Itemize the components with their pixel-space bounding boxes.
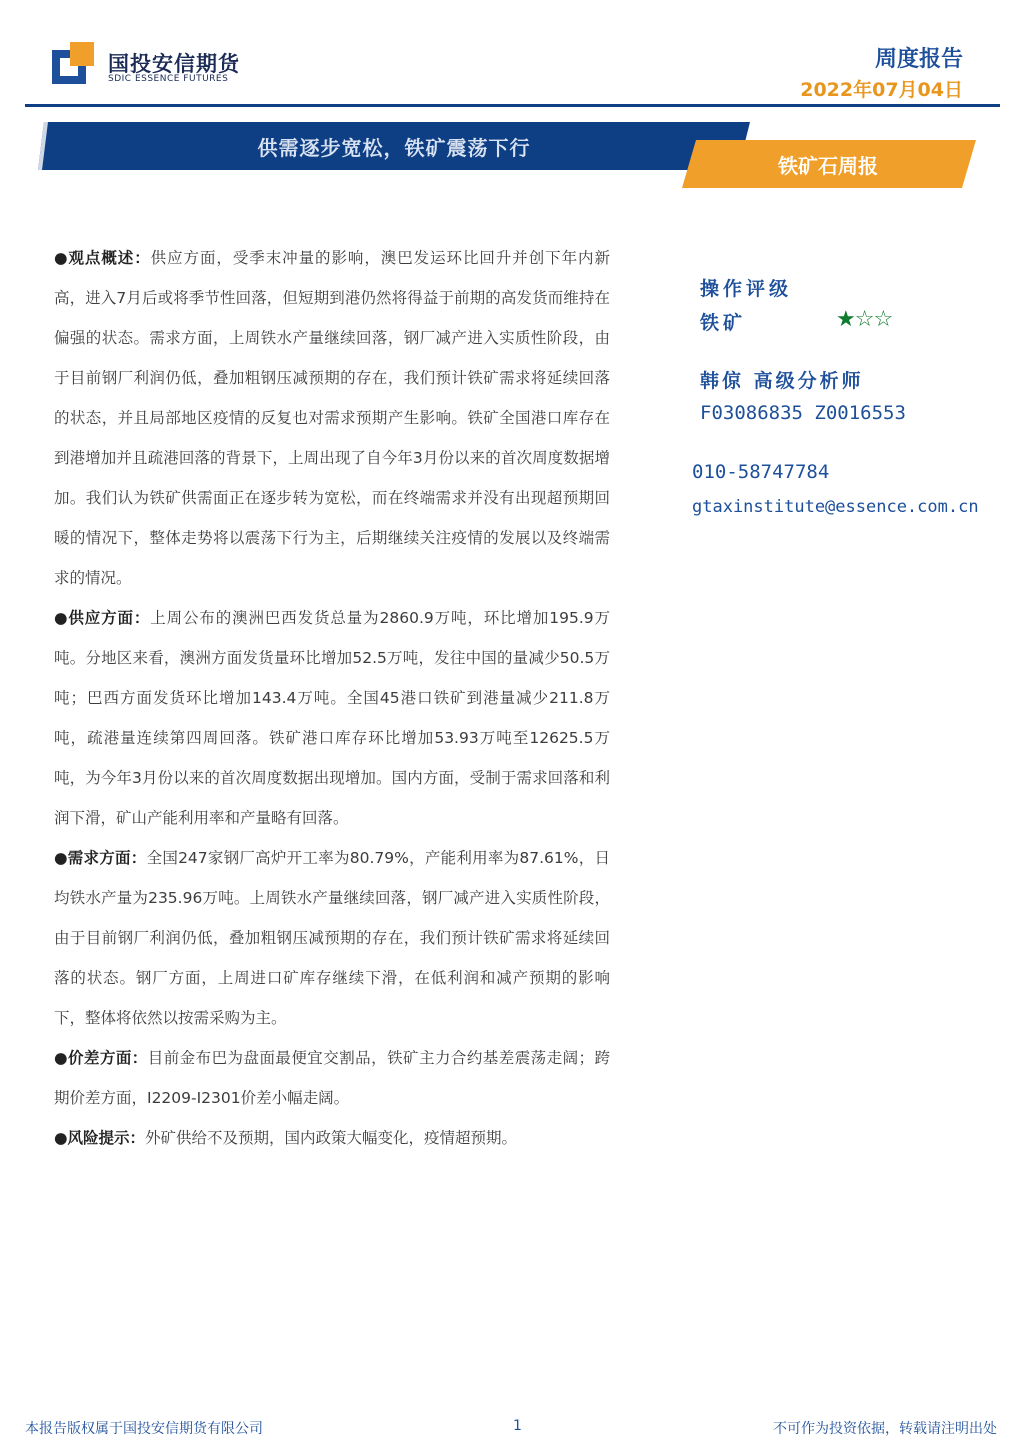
- rating-title: 操作评级: [700, 278, 793, 300]
- section-overview: [54, 238, 610, 598]
- category-tag-label: 铁矿石周报: [778, 154, 878, 178]
- section-text: 目前金布巴为盘面最便宜交割品，铁矿主力合约基差震荡走阔；跨期价差方面，I2209-I2301价差小幅走阔。: [54, 1049, 610, 1107]
- analyst-name: 韩倞 高级分析师: [700, 370, 864, 392]
- section-text: 外矿供给不及预期，国内政策大幅变化，疫情超预期。: [145, 1129, 518, 1147]
- report-type: 周度报告: [874, 47, 963, 72]
- section-text: 全国247家钢厂高炉开工率为80.79%，产能利用率为87.61%，日均铁水产量为235.96万吨。上周铁水产量继续回落，钢厂减产进入实质性阶段，由于目前钢厂利润仍低，叠加粗钢压减预期的存在，我们预计铁矿需求将延续回落的状态。钢厂方面，上周进口矿库存继续下滑，在低利润和减产预期的影响下，整体将依然以按需采购为主。: [54, 849, 610, 1027]
- section-demand: [54, 838, 610, 1038]
- footer-disclaimer: 不可作为投资依据，转载请注明出处: [773, 1421, 997, 1437]
- section-risk: [54, 1118, 610, 1158]
- analyst-license: F03086835 Z0016553: [700, 402, 906, 424]
- footer-copyright: 本报告版权属于国投安信期货有限公司: [25, 1421, 263, 1437]
- report-body: [54, 238, 610, 1158]
- section-heading: ●供应方面：: [54, 609, 151, 627]
- section-text: 上周公布的澳洲巴西发货总量为2860.9万吨，环比增加195.9万吨。分地区来看，澳洲方面发货量环比增加52.5万吨，发往中国的量减少50.5万吨；巴西方面发货环比增加143.4万吨。全国45港口铁矿到港量减少211.8万吨，疏港量连续第四周回落。铁矿港口库存环比增加53.93万吨至12625.5万吨，为今年3月份以来的首次周度数据出现增加。国内方面，受制于需求回落和利润下滑，矿山产能利用率和产量略有回落。: [54, 609, 610, 827]
- logo-text-en: SDIC ESSENCE FUTURES: [108, 74, 229, 84]
- section-heading: ●价差方面：: [54, 1049, 148, 1067]
- company-logo: [52, 40, 242, 90]
- rating-item: 铁矿: [700, 312, 747, 334]
- contact-email[interactable]: gtaxinstitute@essence.com.cn: [692, 497, 979, 517]
- section-supply: [54, 598, 610, 838]
- header-divider: [25, 104, 1000, 107]
- logo-text-cn: 国投安信期货: [108, 52, 240, 76]
- rating-stars-icon: ★☆☆: [836, 307, 893, 332]
- report-title: 供需逐步宽松，铁矿震荡下行: [257, 136, 531, 160]
- page-number: 1: [513, 1418, 522, 1434]
- section-heading: ●风险提示：: [54, 1129, 146, 1147]
- report-date: 2022年07月04日: [800, 79, 963, 101]
- contact-phone: 010-58747784: [692, 461, 830, 483]
- section-spread: [54, 1038, 610, 1118]
- section-text: 供应方面，受季末冲量的影响，澳巴发运环比回升并创下年内新高，进入7月后或将季节性回落，但短期到港仍然将得益于前期的高发货而维持在偏强的状态。需求方面，上周铁水产量继续回落，钢厂减产进入实质性阶段，由于目前钢厂利润仍低，叠加粗钢压减预期的存在，我们预计铁矿需求将延续回落的状态，并且局部地区疫情的反复也对需求预期产生影响。铁矿全国港口库存在到港增加并且疏港回落的背景下，上周出现了自今年3月份以来的首次周度数据增加。我们认为铁矿供需面正在逐步转为宽松，而在终端需求并没有出现超预期回暖的情况下，整体走势将以震荡下行为主，后期继续关注疫情的发展以及终端需求的情况。: [54, 249, 610, 587]
- logo-mark-icon: [52, 40, 98, 86]
- section-heading: ●需求方面：: [54, 849, 147, 867]
- section-heading: ●观点概述：: [54, 249, 151, 267]
